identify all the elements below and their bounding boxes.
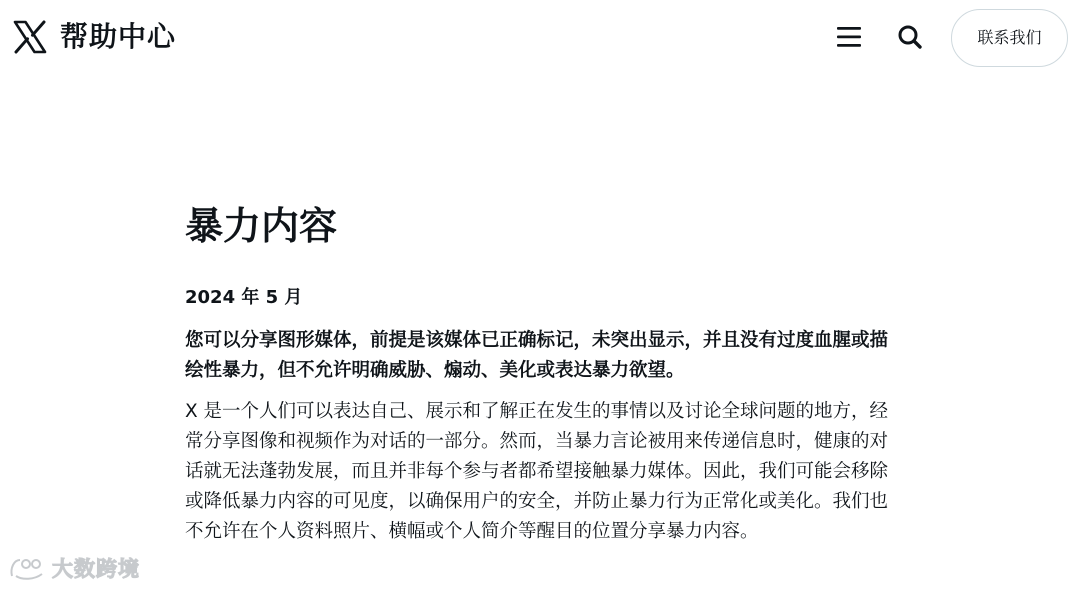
site-header bbox=[0, 0, 1080, 76]
watermark bbox=[8, 553, 140, 583]
search-icon[interactable] bbox=[893, 20, 927, 54]
x-logo-icon[interactable] bbox=[13, 20, 47, 54]
article-summary: 您可以分享图形媒体，前提是该媒体已正确标记，未突出显示，并且没有过度血腥或描绘性暴力，但不允许明确威胁、煽动、美化或表达暴力欲望。 bbox=[185, 330, 889, 381]
contact-us-button[interactable]: 联系我们 bbox=[951, 9, 1068, 67]
site-title[interactable]: 帮助中心 bbox=[60, 20, 177, 53]
watermark-text: 大数跨境 bbox=[52, 557, 140, 581]
article-body: X 是一个人们可以表达自己、展示和了解正在发生的事情以及讨论全球问题的地方，经常分享图像和视频作为对话的一部分。然而，当暴力言论被用来传递信息时，健康的对话就无法蓬勃发展，而且并非每个参与者都希望接触暴力媒体。因此，我们可能会移除或降低暴力内容的可见度，以确保用户的安全，并防止暴力行为正常化或美化。我们也不允许在个人资料照片、横幅或个人简介等醒目的位置分享暴力内容。 bbox=[185, 401, 889, 542]
hamburger-menu-icon[interactable] bbox=[832, 22, 866, 52]
watermark-logo-icon bbox=[8, 554, 48, 582]
article-title: 暴力内容 bbox=[185, 204, 338, 248]
article bbox=[185, 196, 900, 547]
article-date: 2024 年 5 月 bbox=[185, 287, 303, 308]
